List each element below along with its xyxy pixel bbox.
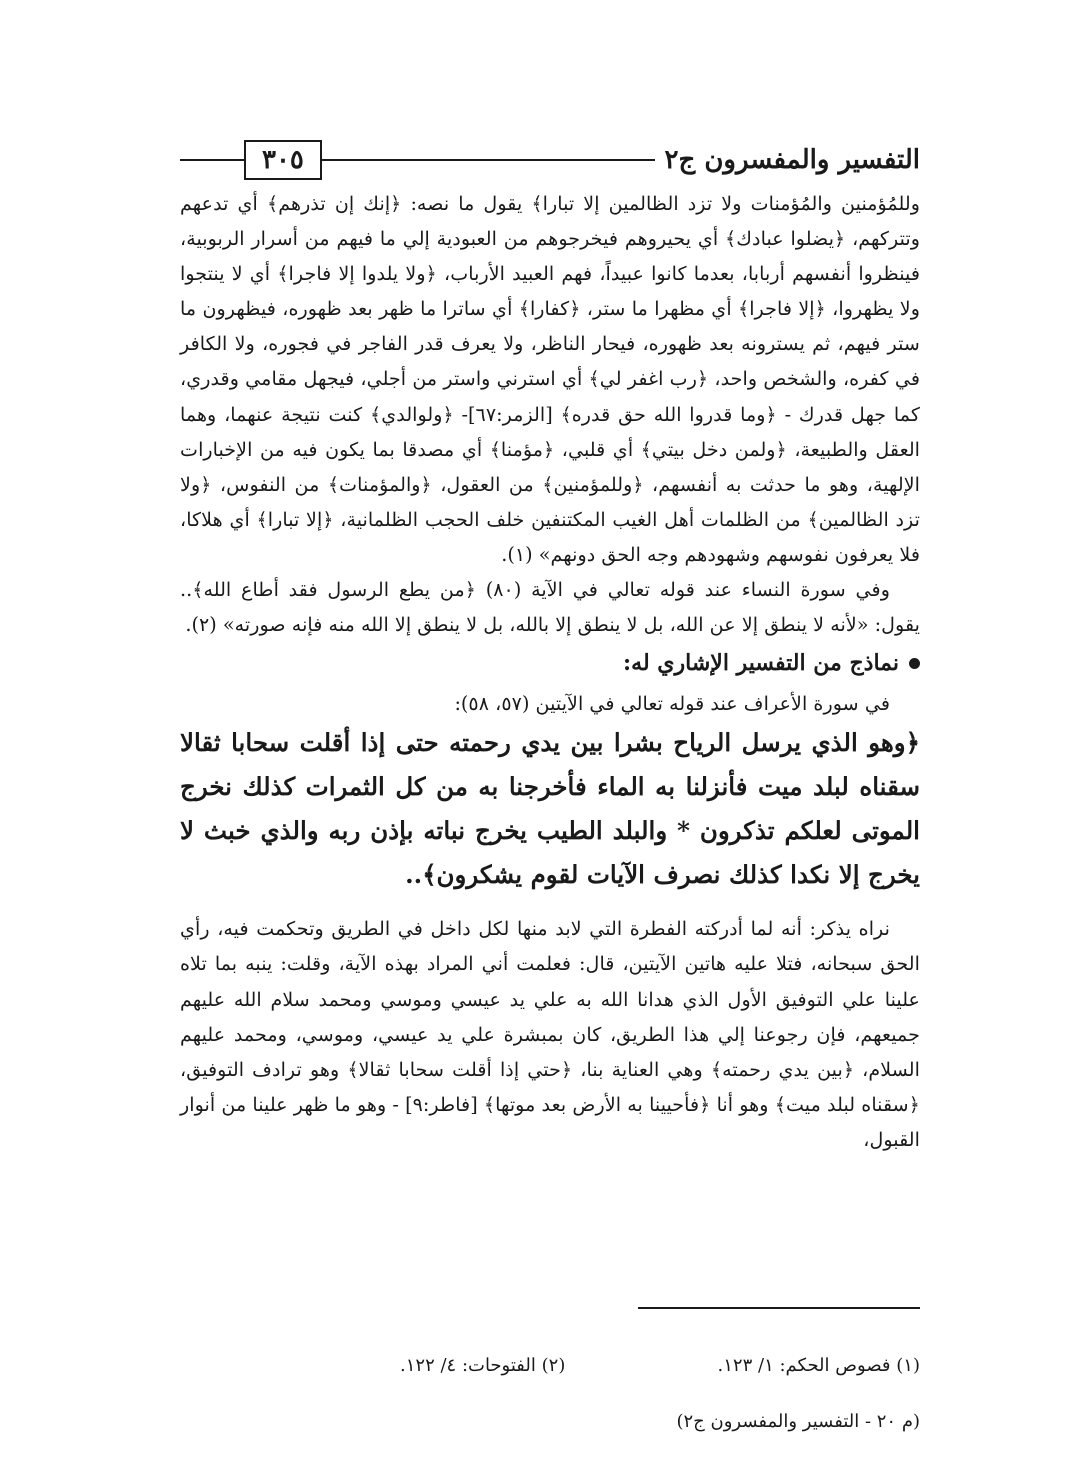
paragraph-nisa-commentary: وفي سورة النساء عند قوله تعالي في الآية (٨٠) ﴿من يطع الرسول فقد أطاع الله﴾.. يقول: «لأنه لا ينطق إلا عن الله، بل لا ينطق إلا بالله، بل لا ينطق إلا الله منه فإنه صورته» (٢). bbox=[180, 578, 920, 637]
header-rule-left bbox=[180, 159, 244, 161]
running-title: التفسير والمفسرون ج٢ bbox=[664, 145, 920, 175]
paragraph-nuh-commentary: وللمُؤمنين والمُؤمنات ولا تزد الظالمين إلا تبارا﴾ يقول ما نصه: ﴿إنك إن تذرهم﴾ أي تدعهم وتتركهم، ﴿يضلوا عبادك﴾ أي يحيروهم فيخرجوهم من العبودية إلي ما فيهم من أسرار الربوبية، فينظروا أنفسهم أربابا، بعدما كانوا عبيداً، فهم العبيد الأرباب، ﴿ولا يلدوا إلا فاجرا﴾ أي لا ينتجوا ولا يظهروا، ﴿إلا فاجرا﴾ أي مظهرا ما ستر، ﴿كفارا﴾ أي ساترا ما ظهر بعد ظهوره، فيظهرون ما ستر فيهم، ثم يسترونه بعد ظهوره، فيحار الناظر، ولا يعرف قدر الفاجر في فجوره، ولا الكافر في كفره، والشخص واحد، ﴿رب اغفر لي﴾ أي استرني واستر من أجلي، فيجهل مقامي وقدري، كما جهل قدرك - ﴿وما قدروا الله حق قدره﴾ [الزمر:٦٧]- ﴿ولوالدي﴾ كنت نتيجة عنهما، وهما العقل والطبيعة، ﴿ولمن دخل بيتي﴾ أي قلبي، ﴿مؤمنا﴾ أي مصدقا بما يكون فيه من الإخبارات الإلهية، وهو ما حدثت به أنفسهم، ﴿وللمؤمنين﴾ من العقول، ﴿والمؤمنات﴾ من النفوس، ﴿ولا تزد الظالمين﴾ من الظلمات أهل الغيب المكتنفين خلف الحجب الظلمانية، ﴿إلا تبارا﴾ أي هلاكا، فلا يعرفون نفوسهم وشهودهم وجه الحق دونهم» (١). bbox=[180, 192, 921, 566]
header-rule-middle bbox=[322, 159, 655, 161]
page-header bbox=[180, 138, 920, 182]
bullet-icon bbox=[909, 658, 920, 669]
footnote-row bbox=[180, 1352, 920, 1380]
paragraph-araf-intro: في سورة الأعراف عند قوله تعالي في الآيتين (٥٧، ٥٨): bbox=[454, 692, 890, 716]
footnote-separator bbox=[638, 1307, 920, 1309]
footnote-1: (١) فصوص الحكم: ١/ ١٢٣. bbox=[717, 1355, 920, 1376]
section-heading-text: نماذج من التفسير الإشاري له: bbox=[623, 650, 899, 677]
quranic-verse-block: ﴿وهو الذي يرسل الرياح بشرا بين يدي رحمته حتى إذا أقلت سحابا ثقالا سقناه لبلد ميت فأنزلنا به الماء فأخرجنا به من كل الثمرات كذلك نخرج الموتى لعلكم تذكرون * والبلد الطيب يخرج نباته بإذن ربه والذي خبث لا يخرج إلا نكدا كذلك نصرف الآيات لقوم يشكرون﴾.. bbox=[180, 728, 920, 890]
page-body bbox=[180, 186, 920, 1157]
footnote-2: (٢) الفتوحات: ٤/ ١٢٢. bbox=[400, 1355, 566, 1376]
paragraph-araf-commentary: نراه يذكر: أنه لما أدركته الفطرة التي لابد منها لكل داخل في الطريق وتحكمت فيه، رأي الحق سبحانه، فتلا عليه هاتين الآيتين، قال: فعلمت أني المراد بهذه الآية، وقلت: ينبه بما تلاه علينا علي التوفيق الأول الذي هدانا الله به علي يد عيسي وموسي ومحمد سلام الله عليهم جميعهم، فإن رجوعنا إلي هذا الطريق، كان بمبشرة علي يد عيسي، وموسي، ومحمد عليهم السلام، ﴿بين يدي رحمته﴾ وهي العناية بنا، ﴿حتي إذا أقلت سحابا ثقالا﴾ وهو ترادف التوفيق، ﴿سقناه لبلد ميت﴾ وهو أنا ﴿فأحيينا به الأرض بعد موتها﴾ [فاطر:٩] - وهو ما ظهر علينا من أنوار القبول، bbox=[180, 917, 920, 1151]
footnotes bbox=[180, 1352, 920, 1380]
signature-marker: (م ٢٠ - التفسير والمفسرون ج٢) bbox=[676, 1411, 920, 1432]
section-heading bbox=[180, 644, 920, 682]
page-number: ٣٠٥ bbox=[244, 140, 322, 180]
